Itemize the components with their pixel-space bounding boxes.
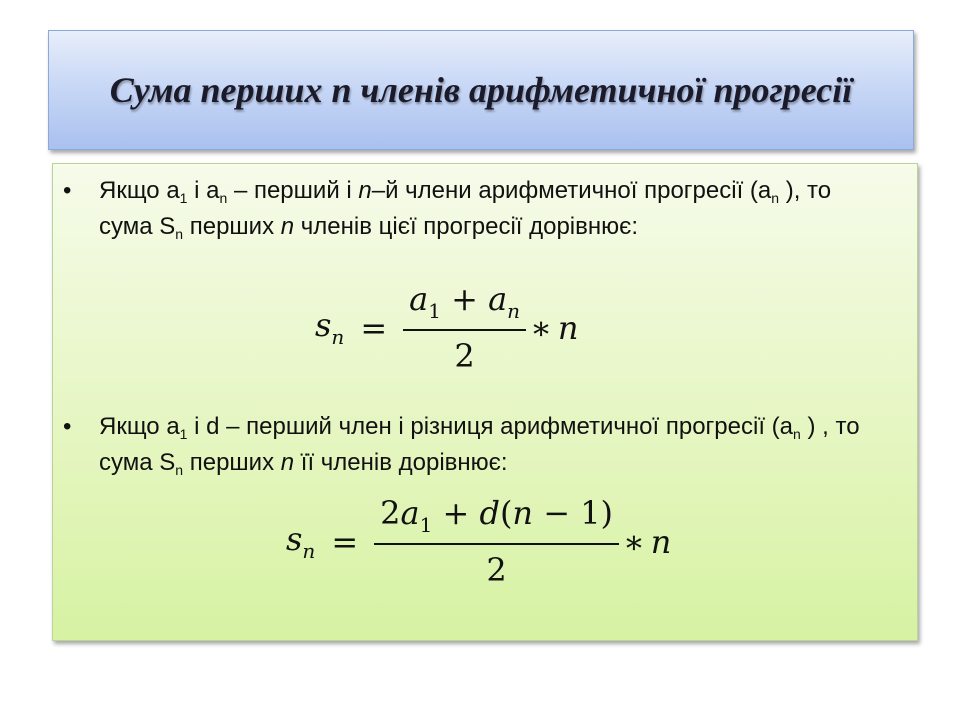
multiply-sign: ∗ [530, 308, 552, 347]
open-paren: ( [499, 494, 513, 532]
fraction-numerator [374, 494, 619, 543]
equals-sign: = [331, 522, 359, 561]
text-part: членів цієї прогресії дорівнює: [294, 213, 639, 240]
subscript: n [219, 190, 228, 206]
fraction-numerator [403, 280, 526, 329]
bullet-item-1 [63, 173, 863, 245]
formula-symbol: a [409, 280, 429, 318]
formula-subscript: n [331, 325, 345, 349]
formula-symbol-n: n [650, 522, 672, 561]
fraction-denominator: 2 [454, 337, 475, 375]
coefficient: 2 [380, 494, 401, 532]
formula-subscript: n [507, 299, 521, 323]
sum-formula-1 [315, 280, 578, 375]
subscript: n [175, 462, 184, 478]
text-part: – перший і [227, 177, 359, 204]
formula-lhs [286, 520, 315, 563]
text-part: і d – перший член і різниця арифметичної прогресії (a [187, 413, 794, 440]
equals-sign: = [360, 308, 388, 347]
text-part: ), то сума S [99, 177, 832, 240]
bullet-marker: • [63, 177, 72, 204]
bullet-text-1 [99, 173, 863, 245]
italic-variable: n [358, 177, 372, 204]
fraction-denominator: 2 [486, 551, 507, 589]
subscript: n [793, 426, 801, 442]
text-part: –й члени арифметичної прогресії (a [371, 177, 772, 204]
slide-title: Сума перших n членів арифметичної прогресії [109, 70, 853, 110]
formula-symbol: d [479, 494, 500, 532]
formula-subscript: 1 [419, 513, 433, 537]
formula-symbol: a [400, 494, 420, 532]
text-part: Якщо a [99, 413, 180, 440]
italic-variable: n [280, 449, 295, 476]
formula-symbol: s [315, 306, 332, 344]
text-part: Якщо a [99, 177, 180, 204]
plus-sign: + [432, 494, 480, 532]
formula-symbol: n [512, 494, 534, 532]
sum-formula-2 [286, 494, 671, 589]
formula-subscript: n [302, 539, 316, 563]
bullet-text-2 [99, 409, 863, 481]
plus-sign: + [440, 280, 489, 318]
subscript: 1 [179, 426, 188, 442]
formula-symbol: s [286, 520, 303, 558]
minus-one: − 1) [533, 494, 614, 532]
text-part: і a [187, 177, 220, 204]
subscript: n [175, 226, 184, 242]
formula-lhs [315, 306, 344, 349]
text-part: перших [183, 213, 281, 240]
fraction [374, 494, 619, 589]
bullet-item-2 [63, 409, 863, 481]
title-box [48, 30, 914, 150]
subscript: 1 [179, 190, 188, 206]
fraction [403, 280, 526, 375]
text-part: перших [183, 449, 281, 476]
content-box [52, 163, 918, 641]
italic-variable: n [280, 213, 295, 240]
multiply-sign: ∗ [623, 522, 645, 561]
formula-subscript: 1 [428, 299, 441, 323]
text-part: ) , то сума S [99, 413, 860, 476]
text-part: її членів дорівнює: [294, 449, 508, 476]
subscript: n [771, 190, 780, 206]
formula-symbol-n: n [557, 308, 579, 347]
bullet-marker: • [63, 413, 72, 440]
formula-symbol: a [488, 280, 508, 318]
